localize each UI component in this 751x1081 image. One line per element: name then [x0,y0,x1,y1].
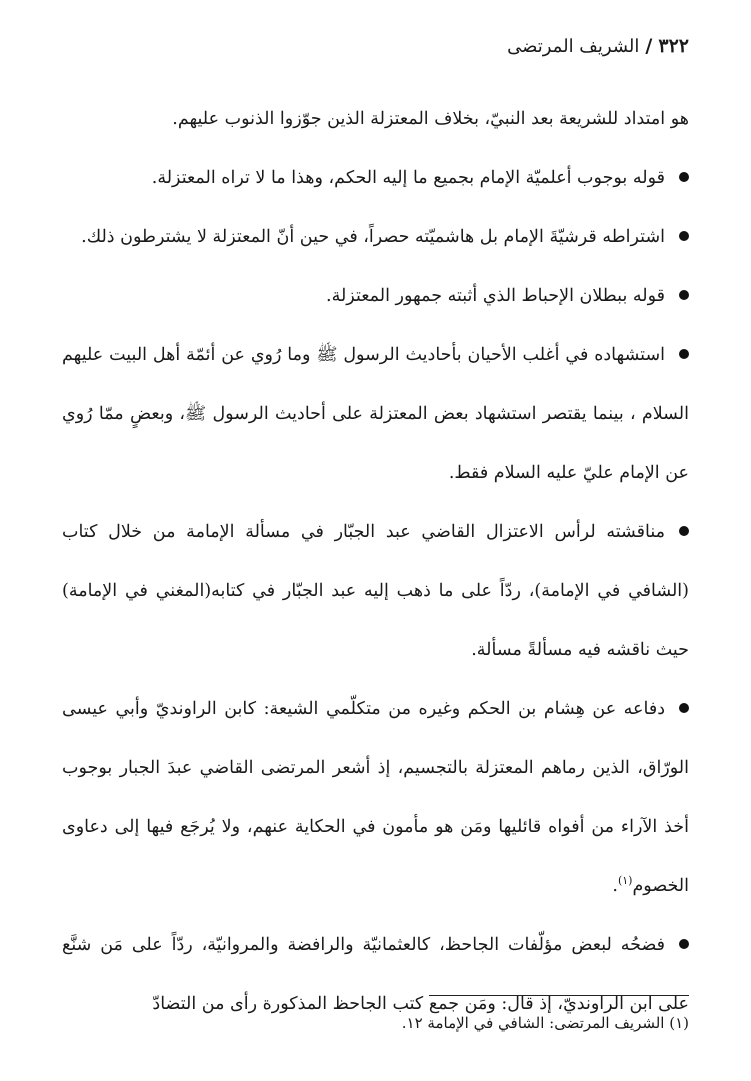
footnote-divider [429,995,689,996]
header-title: الشريف المرتضى [507,35,640,57]
bullet-icon [679,939,689,949]
bullet-item-3 [62,267,689,326]
header-separator: / [645,35,653,57]
bullet-icon [679,172,689,182]
bullet-item-1 [62,149,689,208]
bullet-text-3: قوله ببطلان الإحباط الذي أثبته جمهور المعتزلة. [326,286,665,306]
bullet-text-2: اشتراطه قرشيّةَ الإمام بل هاشميّته حصراً، في حين أنّ المعتزلة لا يشترطون ذلك. [81,227,665,247]
bullet-text-6: دفاعه عن هِشام بن الحكم وغيره من متكلّمي الشيعة: كابن الراونديّ وأبي عيسى الورّاق، الذين رماهم المعتزلة بالتجسيم، إذ أشعر المرتضى القاضي عبدَ الجبار بوجوب أخذ الآراء من أفواه قائليها ومَن هو مأمون في الحكاية عنهم، ولا يُرجَع فيها إلى دعاوى الخصوم [62,699,689,896]
bullet-icon [679,231,689,241]
bullet-item-4 [62,326,689,503]
bullet-text-7: فضحُه لبعض مؤلّفات الجاحظ، كالعثمانيّة والرافضة والمروانيّة، ردّاً على مَن شنَّع على ابن الراونديّ، إذ قال: ومَن جمع كتب الجاحظ المذكورة رأى من التضادّ [62,935,689,1014]
bullet-icon [679,290,689,300]
bullet-text-5: مناقشته لرأس الاعتزال القاضي عبد الجبّار في مسألة الإمامة من خلال كتاب (الشافي في الإمامة)، ردّاً على ما ذهب إليه عبد الجبّار في كتابه(المغني في الإمامة) حيث ناقشه فيه مسألةً مسألة. [62,522,689,660]
bullet-item-6 [62,680,689,916]
bullet-text-1: قوله بوجوب أعلميّة الإمام بجميع ما إليه الحكم، وهذا ما لا تراه المعتزلة. [151,168,665,188]
bullet-6-tail: . [612,876,618,896]
footnote: (١) الشريف المرتضى: الشافي في الإمامة ١٢. [401,1014,689,1032]
bullet-icon [679,349,689,359]
page-number: ٣٢٢ [658,35,689,57]
running-header [62,28,689,64]
bullet-text-4: استشهاده في أغلب الأحيان بأحاديث الرسول ﷺ وما رُوي عن أئمّة أهل البيت عليهم السلام ، بينما يقتصر استشهاد بعض المعتزلة على أحاديث الرسول ﷺ، وبعضٍ ممّا رُوي عن الإمام عليّ عليه السلام فقط. [62,345,689,483]
footnote-reference[interactable]: (١) [617,874,633,888]
intro-paragraph: هو امتداد للشريعة بعد النبيّ، بخلاف المعتزلة الذين جوّزوا الذنوب عليهم. [172,109,689,129]
bullet-item-2 [62,208,689,267]
body-text [62,90,689,1034]
bullet-icon [679,526,689,536]
bullet-item-5 [62,503,689,680]
bullet-icon [679,703,689,713]
